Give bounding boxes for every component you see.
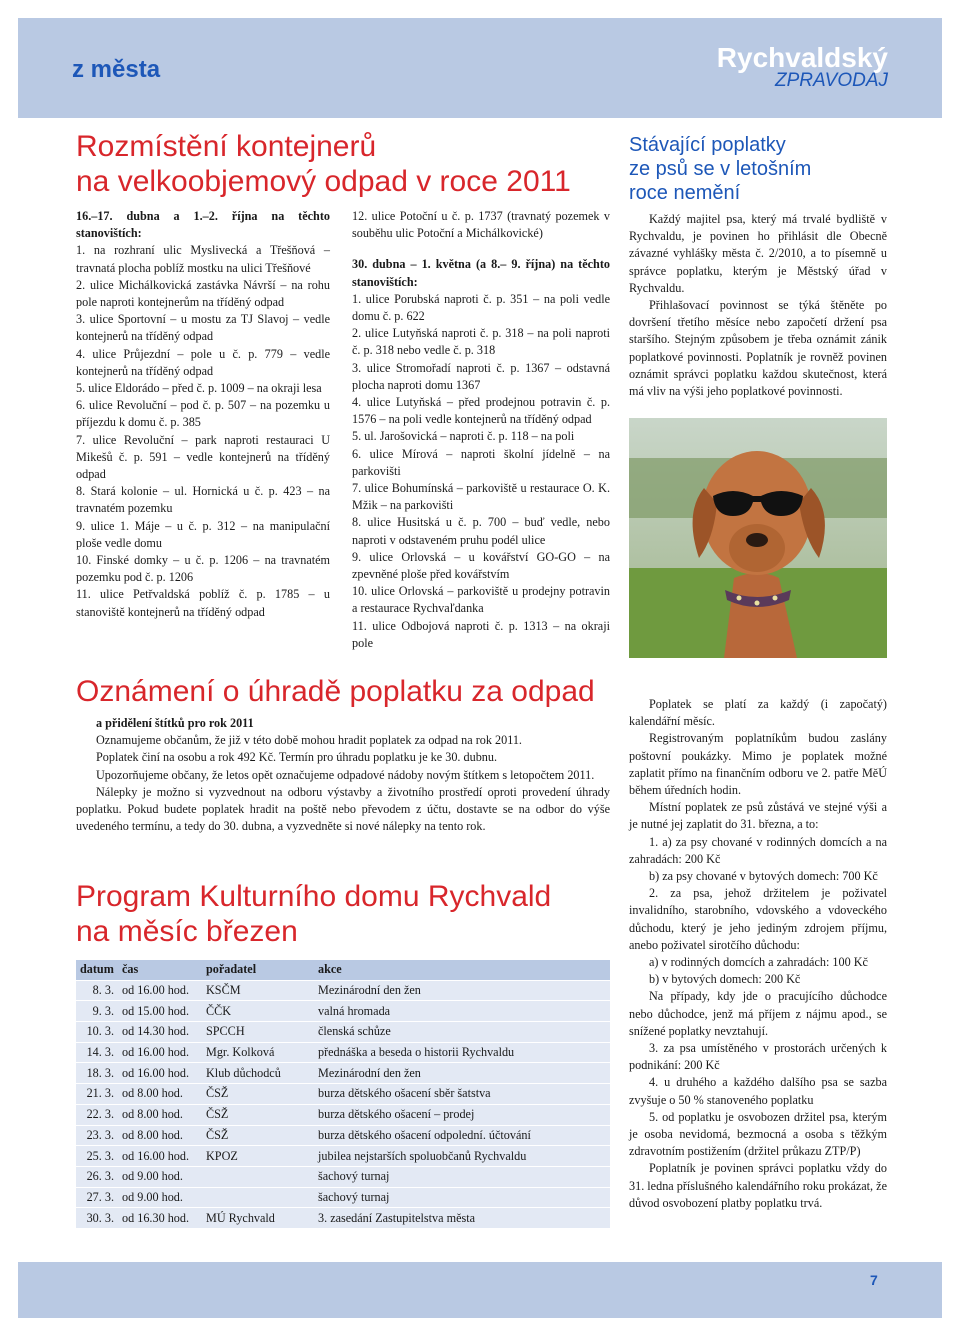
program-date: 10. 3. [76,1022,118,1043]
program-date: 26. 3. [76,1166,118,1187]
collection-site: 9. ulice 1. Máje – u č. p. 312 – na manipulační ploše vedle domu [76,518,330,550]
program-event: přednáška a beseda o historii Rychvaldu [314,1042,610,1063]
dog-with-sunglasses-illustration [629,418,887,658]
dog-photo [629,418,887,658]
program-event: burza dětského ošacení sběr šatstva [314,1084,610,1105]
program-event: burza dětského ošacení – prodej [314,1104,610,1125]
program-column-header: akce [314,960,610,980]
program-table-body [76,980,610,1228]
dog-fees-paragraph: Každý majitel psa, který má trvalé bydliště v Rychvaldu, je povinen ho přihlásit dle Obecně závazné vyhlášky města č. 2/2010, a to písemně u správce poplatku, kterým je Městský úřad v Rychvaldu. [629,212,887,295]
dog-fees-intro [629,211,887,400]
dog-fees-headline-line2: ze psů se v letošním [629,158,812,180]
dog-fees-paragraph: b) v bytových domech: 200 Kč [649,972,801,987]
containers-headline [76,130,636,199]
program-time: od 8.00 hod. [118,1104,202,1125]
collection-site: 2. ulice Michálkovická zastávka Návrší – na rohu pole naproti kontejnerům na tříděný odpad [76,277,330,310]
section-name: z města [72,56,161,83]
collection-site: 10. Finské domky – u č. p. 1206 – na travnatém pozemku pod č. p. 1206 [76,553,330,585]
program-row [76,1084,610,1105]
program-date: 18. 3. [76,1063,118,1084]
program-time: od 9.00 hod. [118,1166,202,1187]
containers-headline-line2: na velkoobjemový odpad v roce 2011 [76,164,571,198]
dog-fees-details [629,696,887,1212]
dog-fees-headline-line3: roce nemění [629,182,741,204]
program-date: 8. 3. [76,980,118,1001]
waste-fee-paragraph: Poplatek činí na osobu a rok 492 Kč. Termín pro úhradu poplatku je ke 30. dubnu. [96,750,498,765]
collection-dates: 16.–17. dubna a 1.–2. října na těchto stanovištích: [76,209,330,241]
dog-fees-paragraph: Poplatek se platí za každý (i započatý) kalendářní měsíc. [629,697,887,729]
waste-fee-notice [76,715,610,835]
program-row [76,1187,610,1208]
program-column-header: datum [76,960,118,980]
collection-site: 11. ulice Odbojová naproti č. p. 1313 – na okraji pole [352,618,610,650]
dog-fees-paragraph: 2. za psa, jehož držitelem je poživatel invalidního, starobního, vdovského a vdoveckého důchodu, který je jeho jediným zdrojem příjmu, anebo poživatel sirotčího důchodu: [629,886,887,952]
dog-fees-paragraph: Přihlašovací povinnost se týká štěněte po dovršení třetího měsíce nebo započetí držení psa staršího. Stejným způsobem je třeba oznámit zánik poplatkové povinnosti. Poplatník je rovněž povinen oznámit správci poplatku každou skutečnost, která má vliv na výši jeho poplatkové povinnosti. [629,298,887,399]
program-date: 21. 3. [76,1084,118,1105]
program-row [76,1104,610,1125]
waste-fee-paragraph: Nálepky je možno si vyzvednout na odboru výstavby a životního prostředí oproti provedení úhrady poplatku. Pokud budete poplatek hradit na poště nebo převodem z účtu, dostavte se na odbor do výše uvedeného termínu, a tedy do 30. dubna, a vyzvedněte si nové nálepky na tento rok. [76,784,610,834]
collection-site: 8. Stará kolonie – ul. Hornická u č. p. 423 – na travnatém pozemku [76,484,330,516]
brand-title: Rychvaldský [716,42,888,73]
collection-site: 6. ulice Mírová – naproti školní jídelně – na parkovišti [352,446,610,478]
collection-site: 10. ulice Orlovská – parkoviště u prodejny potravin a restaurace Rychvaľdanka [352,584,610,616]
dog-fees-paragraph: Místní poplatek ze psů zůstává ve stejné výši a je nutné jej zaplatit do 31. března, a to: [629,800,887,832]
dog-fees-headline-line1: Stávající poplatky [629,134,786,156]
collection-site: 1. ulice Porubská naproti č. p. 351 – na poli vedle domu č. p. 622 [352,291,610,324]
collection-site: 3. ulice Stromořadí naproti č. p. 1367 – odstavná plocha naproti domu 1367 [352,360,610,392]
dog-fees-paragraph: 3. za psa umístěného v prostorách určených k podnikání: 200 Kč [629,1041,887,1073]
program-row [76,1166,610,1187]
program-date: 9. 3. [76,1001,118,1022]
program-row [76,1208,610,1229]
program-headline [76,880,636,949]
program-table [76,960,610,1229]
collection-site: 5. ulice Eldorádo – před č. p. 1009 – na okraji lesa [76,381,322,396]
collection-site: 6. ulice Revoluční – pod č. p. 507 – na pozemku u příjezdu k domu č. p. 385 [76,398,330,430]
program-date: 22. 3. [76,1104,118,1125]
program-date: 14. 3. [76,1042,118,1063]
program-organizer: KPOZ [202,1146,314,1167]
page-number: 7 [870,1272,878,1288]
program-organizer [202,1166,314,1187]
program-date: 30. 3. [76,1208,118,1229]
collection-site: 2. ulice Lutyňská naproti č. p. 318 – na poli naproti č. p. 318 nebo vedle č. p. 318 [352,326,610,358]
program-time: od 16.30 hod. [118,1208,202,1229]
program-event: 3. zasedání Zastupitelstva města [314,1208,610,1229]
dog-fees-paragraph: Registrovaným poplatníkům budou zaslány poštovní poukázky. Mimo je poplatek možné zaplatit přímo na finančním odboru ve 2. patře MěÚ během úředních hodin. [629,731,887,798]
program-time: od 8.00 hod. [118,1125,202,1146]
collection-site: 12. ulice Potoční u č. p. 1737 (travnatý pozemek v souběhu ulic Potoční a Michálkovické) [352,209,610,241]
dog-fees-headline [629,133,899,205]
program-row [76,1146,610,1167]
containers-headline-line1: Rozmístění kontejnerů [76,130,377,163]
dog-fees-paragraph: 4. u druhého a každého dalšího psa se sazba zvyšuje o 50 % stanoveného poplatku [629,1075,887,1107]
program-date: 23. 3. [76,1125,118,1146]
containers-column-1 [76,208,330,621]
collection-dates: 30. dubna – 1. května (a 8.– 9. října) na těchto stanovištích: [352,257,610,289]
program-headline-line2: na měsíc březen [76,914,298,948]
program-event: burza dětského ošacení odpolední. účtování [314,1125,610,1146]
brand-subtitle: ZPRAVODAJ [775,70,888,91]
program-event: šachový turnaj [314,1187,610,1208]
program-time: od 8.00 hod. [118,1084,202,1105]
program-time: od 9.00 hod. [118,1187,202,1208]
program-organizer: ČČK [202,1001,314,1022]
collection-site: 9. ulice Orlovská – u kovářství GO-GO – na zpevněné ploše před kovářstvím [352,549,610,582]
spacer [352,242,610,256]
program-headline-line1: Program Kulturního domu Rychvald [76,880,552,913]
program-organizer: ČSŽ [202,1104,314,1125]
waste-fee-paragraphs [76,732,610,835]
dog-fees-paragraph: a) v rodinných domcích a zahradách: 100 Kč [649,955,868,970]
footer-band [18,1262,942,1318]
program-time: od 16.00 hod. [118,1063,202,1084]
program-row [76,1022,610,1043]
waste-fee-subtitle: a přidělení štítků pro rok 2011 [96,716,254,730]
program-time: od 16.00 hod. [118,980,202,1001]
program-organizer: Mgr. Kolková [202,1042,314,1063]
program-date: 27. 3. [76,1187,118,1208]
program-date: 25. 3. [76,1146,118,1167]
program-organizer: KSČM [202,980,314,1001]
dog-fees-paragraph: b) za psy chované v bytových domech: 700 Kč [649,869,878,884]
program-organizer: Klub důchodců [202,1063,314,1084]
program-time: od 16.00 hod. [118,1146,202,1167]
dog-fees-paragraph: 1. a) za psy chované v rodinných domcích a na zahradách: 200 Kč [629,834,887,866]
collection-site: 1. na rozhraní ulic Myslivecká a Třešňová – travnatá plocha poblíž mostku na ulici Třešňové [76,243,330,275]
waste-fee-paragraph: Oznamujeme občanům, že již v této době mohou hradit poplatek za odpad na rok 2011. [96,733,522,748]
program-organizer: SPCCH [202,1022,314,1043]
program-column-header: čas [118,960,202,980]
program-row [76,980,610,1001]
program-event: jubilea nejstarších spoluobčanů Rychvaldu [314,1146,610,1167]
collection-site: 3. ulice Sportovní – u mostu za TJ Slavoj – vedle kontejnerů na tříděný odpad [76,312,330,344]
program-table-header [76,960,610,980]
collection-site: 5. ul. Jarošovická – naproti č. p. 118 – na poli [352,429,575,444]
program-column-header: pořadatel [202,960,314,980]
collection-site: 8. ulice Husitská u č. p. 700 – buď vedle, nebo naproti v odstaveném pruhu podél ulice [352,515,610,547]
collection-site: 4. ulice Průjezdní – pole u č. p. 779 – vedle kontejnerů na tříděný odpad [76,346,330,378]
collection-site: 7. ulice Revoluční – park naproti restauraci U Mikešů č. p. 591 – vedle kontejnerů na tříděný odpad [76,432,330,482]
waste-fee-paragraph: Upozorňujeme občany, že letos opět označujeme odpadové nádoby novým štítkem s letopočtem 2011. [96,767,595,782]
collection-site: 11. ulice Petřvaldská poblíž č. p. 1785 – u stanoviště kontejnerů na tříděný odpad [76,587,330,619]
program-row [76,1001,610,1022]
program-organizer: ČSŽ [202,1084,314,1105]
program-event: Mezinárodní den žen [314,1063,610,1084]
program-event: šachový turnaj [314,1166,610,1187]
program-time: od 16.00 hod. [118,1042,202,1063]
collection-site: 7. ulice Bohumínská – parkoviště u restaurace O. K. Mžik – na parkovišti [352,481,610,513]
program-row [76,1042,610,1063]
collection-site: 4. ulice Lutyňská – před prodejnou potravin č. p. 1576 – na poli vedle kontejnerů na tříděný odpad [352,395,610,427]
program-organizer [202,1187,314,1208]
waste-fee-headline: Oznámení o úhradě poplatku za odpad [76,675,595,708]
program-event: členská schůze [314,1022,610,1043]
dog-fees-paragraph: Na případy, kdy jde o pracujícího důchodce nebo důchodce, jenž má příjem z nájmu apod., se snížené poplatky nevztahují. [629,989,887,1038]
program-row [76,1063,610,1084]
program-time: od 14.30 hod. [118,1022,202,1043]
containers-column-2 [352,208,610,652]
dog-fees-paragraph: Poplatník je povinen správci poplatku vždy do 31. ledna příslušného kalendářního roku prokázat, že důvod osvobození platby poplatku trvá. [629,1161,887,1210]
program-event: valná hromada [314,1001,610,1022]
program-row [76,1125,610,1146]
program-time: od 15.00 hod. [118,1001,202,1022]
program-organizer: ČSŽ [202,1125,314,1146]
program-organizer: MÚ Rychvald [202,1208,314,1229]
dog-fees-paragraph: 5. od poplatku je osvobozen držitel psa, kterým je osoba nevidomá, bezmocná a osoba s těžkým zdravotním postižením (držitel průkazu ZTP/P) [629,1109,887,1159]
program-event: Mezinárodní den žen [314,980,610,1001]
